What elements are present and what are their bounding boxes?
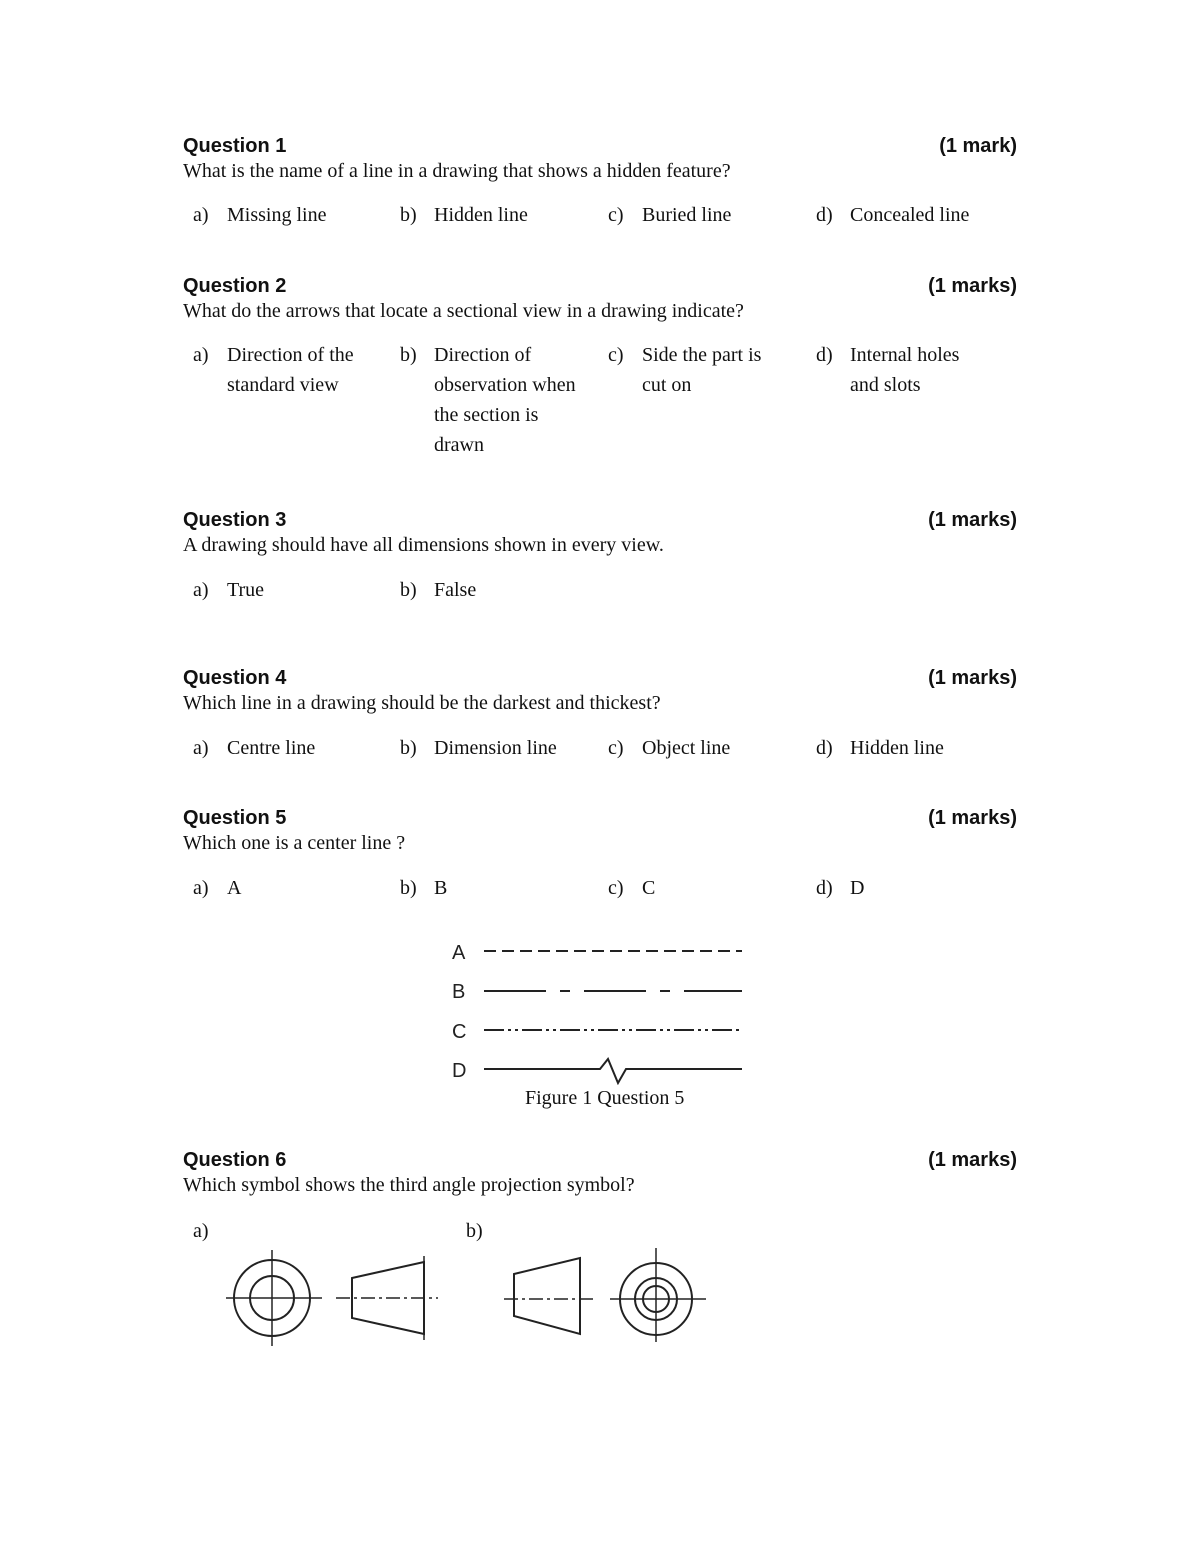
option-letter: a) [193,877,209,899]
option-text: Hidden line [850,737,944,759]
option-letter: b) [400,877,417,899]
question-1-header [183,135,1017,158]
question-2-text: What do the arrows that locate a sectional view in a drawing indicate? [183,300,744,322]
option-letter: a) [193,1220,209,1242]
question-4-title: Question 4 [183,667,287,689]
frustum-view [514,1258,580,1334]
question-6-title: Question 6 [183,1149,287,1171]
question-2-marks: (1 marks) [928,275,1017,297]
option-letter: b) [400,737,417,759]
option-letter: a) [193,737,209,759]
option-text: B [434,877,448,899]
option-text: C [642,877,656,899]
question-1-text: What is the name of a line in a drawing that shows a hidden feature? [183,160,731,182]
option-text: Direction of observation when the section is drawn [434,344,576,456]
option-letter: c) [608,737,624,759]
question-4-marks: (1 marks) [928,667,1017,689]
option-letter: b) [400,344,417,366]
option-text: Hidden line [434,204,528,226]
option-text: Internal holes and slots [850,344,960,396]
question-3-title: Question 3 [183,509,287,531]
question-2-header [183,275,1017,298]
option-letter: a) [193,344,209,366]
option-letter: a) [193,579,209,601]
option-letter: d) [816,204,833,226]
question-4-header [183,667,1017,690]
option-letter: c) [608,877,624,899]
question-2-title: Question 2 [183,275,287,297]
option-letter: c) [608,204,624,226]
option-text: Dimension line [434,737,557,759]
option-letter: b) [466,1220,483,1242]
question-1-marks: (1 mark) [939,135,1017,157]
question-5-marks: (1 marks) [928,807,1017,829]
option-text: True [227,579,265,601]
option-text: Missing line [227,204,327,226]
option-letter: b) [400,579,417,601]
question-6-text: Which symbol shows the third angle projection symbol? [183,1174,635,1196]
line-d-break [484,1059,742,1083]
option-letter: a) [193,204,209,226]
option-text: Direction of the standard view [227,344,354,396]
question-6-marks: (1 marks) [928,1149,1017,1171]
question-5-header [183,807,1017,830]
option-letter: d) [816,737,833,759]
option-letter: d) [816,877,833,899]
figure-label-d: D [452,1060,467,1082]
projection-symbol-b[interactable] [500,1244,712,1344]
option-letter: d) [816,344,833,366]
option-text: D [850,877,865,899]
question-3-text: A drawing should have all dimensions shown in every view. [183,534,664,556]
question-6-header [183,1149,1017,1172]
figure-label-a: A [452,942,466,964]
option-text: Side the part is cut on [642,344,762,396]
line-types-figure [440,935,760,1085]
figure-1-caption: Figure 1 Question 5 [525,1087,685,1109]
option-text: Buried line [642,204,732,226]
option-letter: b) [400,204,417,226]
option-text: Object line [642,737,731,759]
question-1-title: Question 1 [183,135,287,157]
option-text: False [434,579,477,601]
option-letter: c) [608,344,624,366]
projection-symbol-a[interactable] [222,1248,444,1348]
question-3-header [183,509,1017,532]
figure-label-b: B [452,981,466,1003]
option-text: Concealed line [850,204,970,226]
question-5-text: Which one is a center line ? [183,832,406,854]
option-text: A [227,877,242,899]
question-4-text: Which line in a drawing should be the darkest and thickest? [183,692,661,714]
question-5-title: Question 5 [183,807,287,829]
option-text: Centre line [227,737,316,759]
figure-label-c: C [452,1021,467,1043]
question-3-marks: (1 marks) [928,509,1017,531]
